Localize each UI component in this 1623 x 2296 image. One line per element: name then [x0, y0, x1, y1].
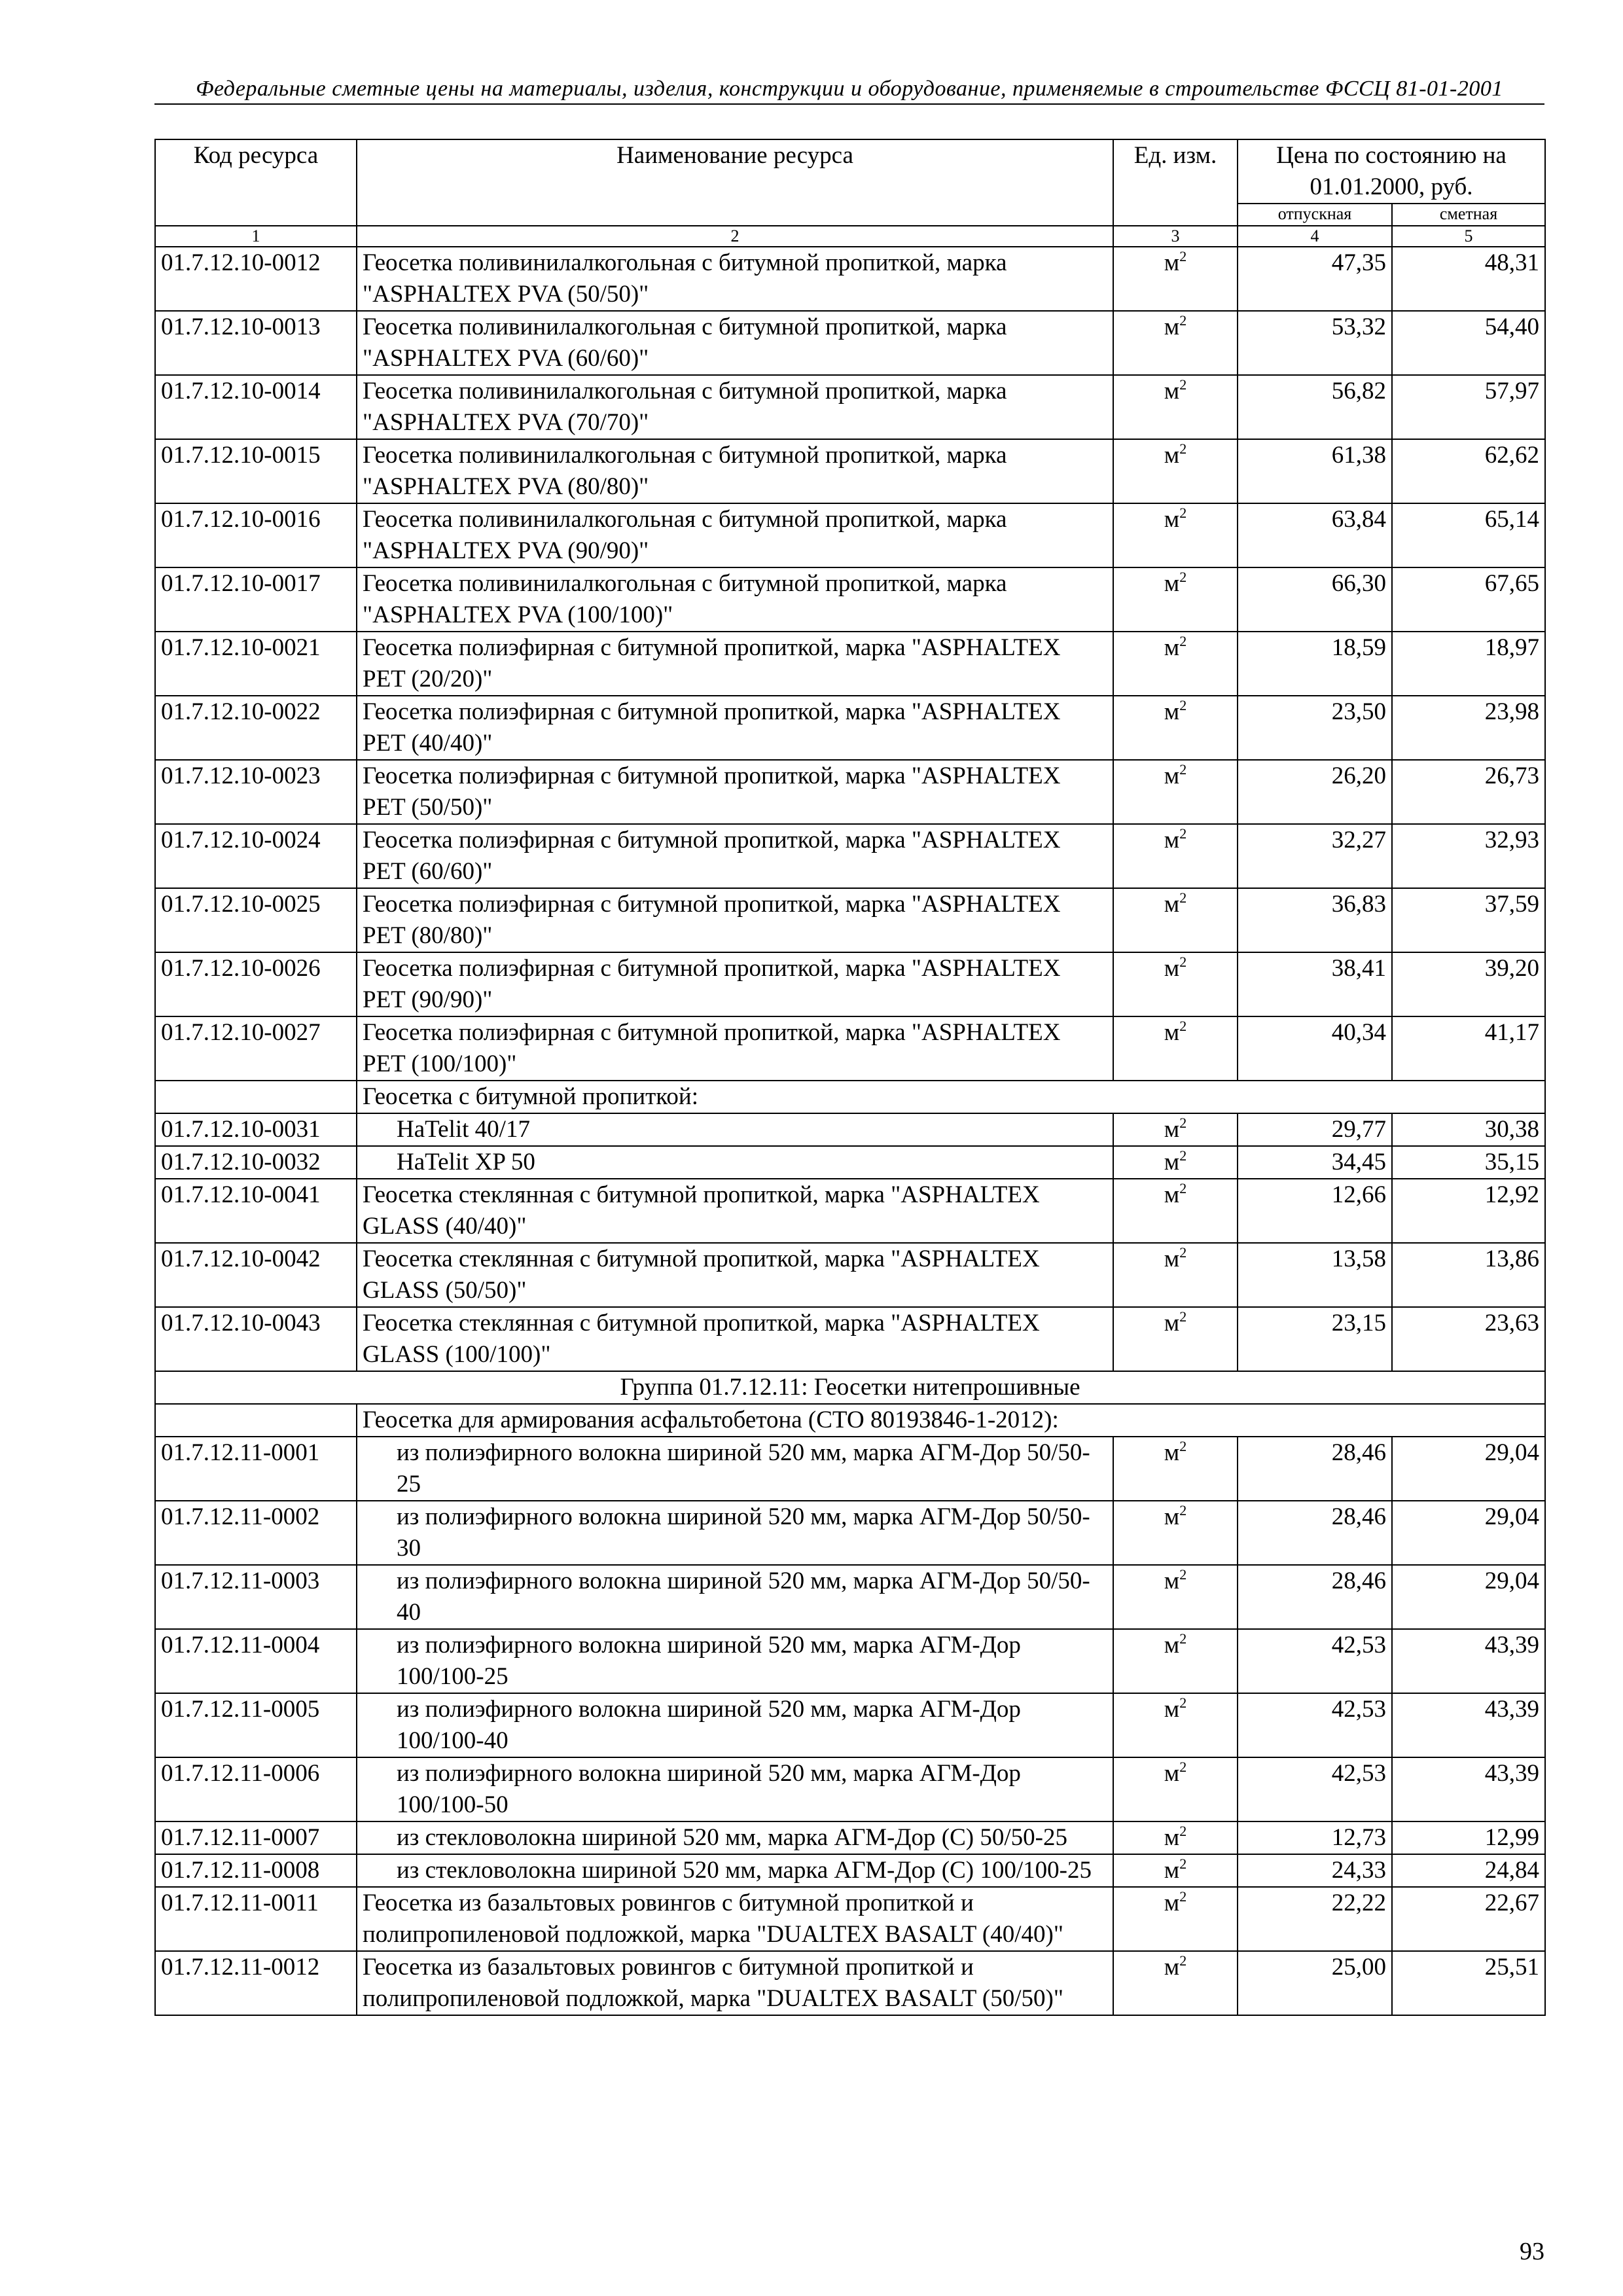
table-row: [155, 1565, 1545, 1629]
release-price: 26,20: [1238, 760, 1392, 824]
unit-base: м: [1164, 1760, 1180, 1787]
resource-code: 01.7.12.11-0005: [155, 1693, 357, 1757]
unit-exponent: 2: [1179, 1502, 1187, 1518]
resource-code: 01.7.12.10-0012: [155, 247, 357, 311]
table-row: [155, 1887, 1545, 1951]
resource-name-cell: [357, 632, 1113, 696]
table-row: [155, 1437, 1545, 1501]
unit-cell: [1113, 1113, 1238, 1146]
resource-name-cell: [357, 888, 1113, 952]
resource-code: 01.7.12.10-0017: [155, 567, 357, 632]
resource-code: 01.7.12.10-0014: [155, 375, 357, 439]
unit-base: м: [1164, 442, 1180, 469]
release-price: 47,35: [1238, 247, 1392, 311]
column-number: 4: [1238, 226, 1392, 247]
unit-exponent: 2: [1179, 1147, 1187, 1164]
unit-base: м: [1164, 1149, 1180, 1175]
resource-name-cell: [357, 1307, 1113, 1371]
unit-cell: [1113, 1693, 1238, 1757]
release-price: 28,46: [1238, 1437, 1392, 1501]
unit-base: м: [1164, 634, 1180, 661]
estimate-price: 23,63: [1392, 1307, 1545, 1371]
empty-cell: [155, 1404, 357, 1437]
unit-cell: [1113, 952, 1238, 1016]
resource-code: 01.7.12.10-0022: [155, 696, 357, 760]
resource-name: Геосетка из базальтовых ровингов с битумной пропиткой и полипропиленовой подложкой, марка "DUALTEX BASALT (40/40)": [363, 1890, 1063, 1948]
unit-cell: [1113, 1854, 1238, 1887]
subheading-text: Геосетка с битумной пропиткой:: [357, 1081, 1545, 1113]
unit-exponent: 2: [1179, 825, 1187, 842]
resource-name: Геосетка поливинилалкогольная с битумной пропиткой, марка "ASPHALTEX PVA (60/60)": [363, 314, 1007, 372]
header-price-group: Цена по состоянию на 01.01.2000, руб.: [1238, 139, 1545, 204]
estimate-price: 57,97: [1392, 375, 1545, 439]
table-row: [155, 375, 1545, 439]
resource-name: Геосетка полиэфирная с битумной пропиткой, марка "ASPHALTEX PET (20/20)": [363, 634, 1061, 692]
resource-name: из полиэфирного волокна шириной 520 мм, марка АГМ-Дор 100/100-50: [397, 1760, 1021, 1818]
release-price: 36,83: [1238, 888, 1392, 952]
group-heading-row: [155, 1371, 1545, 1404]
release-price: 61,38: [1238, 439, 1392, 503]
resource-code: 01.7.12.11-0011: [155, 1887, 357, 1951]
header-rule: [154, 103, 1544, 105]
table-row: [155, 1501, 1545, 1565]
resource-name-cell: [357, 1854, 1113, 1887]
estimate-price: 12,92: [1392, 1179, 1545, 1243]
resource-code: 01.7.12.11-0002: [155, 1501, 357, 1565]
resource-name: Геосетка полиэфирная с битумной пропиткой, марка "ASPHALTEX PET (100/100)": [363, 1019, 1061, 1077]
resource-code: 01.7.12.10-0043: [155, 1307, 357, 1371]
release-price: 29,77: [1238, 1113, 1392, 1146]
table-row: [155, 311, 1545, 375]
release-price: 42,53: [1238, 1629, 1392, 1693]
unit-exponent: 2: [1179, 633, 1187, 649]
table-row: [155, 1179, 1545, 1243]
release-price: 40,34: [1238, 1016, 1392, 1081]
unit-exponent: 2: [1179, 1695, 1187, 1711]
unit-exponent: 2: [1179, 1244, 1187, 1261]
unit-exponent: 2: [1179, 1018, 1187, 1034]
release-price: 53,32: [1238, 311, 1392, 375]
subheading-row: [155, 1081, 1545, 1113]
resource-code: 01.7.12.10-0027: [155, 1016, 357, 1081]
release-price: 28,46: [1238, 1501, 1392, 1565]
header-name: Наименование ресурса: [357, 139, 1113, 226]
release-price: 23,50: [1238, 696, 1392, 760]
unit-base: м: [1164, 378, 1180, 404]
unit-base: м: [1164, 1824, 1180, 1851]
estimate-price: 26,73: [1392, 760, 1545, 824]
resource-name: из полиэфирного волокна шириной 520 мм, марка АГМ-Дор 50/50-40: [397, 1568, 1090, 1626]
resource-name: из стекловолокна шириной 520 мм, марка АГМ-Дор (С) 100/100-25: [397, 1857, 1092, 1884]
unit-exponent: 2: [1179, 1180, 1187, 1196]
unit-base: м: [1164, 1632, 1180, 1659]
unit-exponent: 2: [1179, 1952, 1187, 1969]
unit-exponent: 2: [1179, 954, 1187, 970]
unit-base: м: [1164, 1116, 1180, 1143]
table-row: [155, 760, 1545, 824]
table-row: [155, 1629, 1545, 1693]
unit-base: м: [1164, 570, 1180, 597]
unit-base: м: [1164, 1696, 1180, 1723]
table-row: [155, 439, 1545, 503]
resource-code: 01.7.12.10-0032: [155, 1146, 357, 1179]
empty-cell: [155, 1081, 357, 1113]
resource-code: 01.7.12.11-0012: [155, 1951, 357, 2015]
table-row: [155, 952, 1545, 1016]
column-number: 1: [155, 226, 357, 247]
release-price: 63,84: [1238, 503, 1392, 567]
release-price: 12,73: [1238, 1821, 1392, 1854]
unit-exponent: 2: [1179, 1759, 1187, 1775]
resource-name: Геосетка полиэфирная с битумной пропиткой, марка "ASPHALTEX PET (90/90)": [363, 955, 1061, 1013]
unit-exponent: 2: [1179, 1630, 1187, 1647]
resource-code: 01.7.12.10-0016: [155, 503, 357, 567]
resource-name-cell: [357, 1016, 1113, 1081]
resource-name: из полиэфирного волокна шириной 520 мм, марка АГМ-Дор 100/100-40: [397, 1696, 1021, 1754]
resource-name-cell: [357, 824, 1113, 888]
release-price: 12,66: [1238, 1179, 1392, 1243]
unit-base: м: [1164, 827, 1180, 853]
resource-name: из полиэфирного волокна шириной 520 мм, марка АГМ-Дор 50/50-25: [397, 1439, 1090, 1498]
resource-code: 01.7.12.10-0025: [155, 888, 357, 952]
resource-code: 01.7.12.10-0015: [155, 439, 357, 503]
estimate-price: 30,38: [1392, 1113, 1545, 1146]
unit-base: м: [1164, 1439, 1180, 1466]
page-number: 93: [1520, 2238, 1544, 2265]
resource-code: 01.7.12.11-0008: [155, 1854, 357, 1887]
estimate-price: 18,97: [1392, 632, 1545, 696]
release-price: 24,33: [1238, 1854, 1392, 1887]
estimate-price: 35,15: [1392, 1146, 1545, 1179]
estimate-price: 48,31: [1392, 247, 1545, 311]
subheading-row: [155, 1404, 1545, 1437]
unit-exponent: 2: [1179, 505, 1187, 521]
unit-cell: [1113, 696, 1238, 760]
unit-exponent: 2: [1179, 697, 1187, 713]
release-price: 42,53: [1238, 1757, 1392, 1821]
column-number: 5: [1392, 226, 1545, 247]
unit-cell: [1113, 1629, 1238, 1693]
resource-code: 01.7.12.11-0001: [155, 1437, 357, 1501]
unit-base: м: [1164, 506, 1180, 533]
resource-name: Геосетка стеклянная с битумной пропиткой, марка "ASPHALTEX GLASS (40/40)": [363, 1181, 1040, 1240]
running-header: Федеральные сметные цены на материалы, изделия, конструкции и оборудование, применяемые в строительстве ФССЦ 81-01-2001: [196, 77, 1503, 101]
resource-code: 01.7.12.11-0006: [155, 1757, 357, 1821]
table-row: [155, 1757, 1545, 1821]
column-number: 3: [1113, 226, 1238, 247]
unit-exponent: 2: [1179, 1438, 1187, 1454]
unit-cell: [1113, 1565, 1238, 1629]
resource-name-cell: [357, 503, 1113, 567]
resource-name-cell: [357, 696, 1113, 760]
resource-name: Геосетка поливинилалкогольная с битумной пропиткой, марка "ASPHALTEX PVA (100/100)": [363, 570, 1007, 628]
estimate-price: 43,39: [1392, 1757, 1545, 1821]
table-row: [155, 1016, 1545, 1081]
unit-cell: [1113, 1179, 1238, 1243]
resource-name-cell: [357, 952, 1113, 1016]
resource-name-cell: [357, 1565, 1113, 1629]
unit-base: м: [1164, 1890, 1180, 1916]
resource-name: Геосетка полиэфирная с битумной пропиткой, марка "ASPHALTEX PET (80/80)": [363, 891, 1061, 949]
release-price: 13,58: [1238, 1243, 1392, 1307]
estimate-price: 65,14: [1392, 503, 1545, 567]
table-row: [155, 1243, 1545, 1307]
column-numbers-row: [155, 226, 1545, 247]
estimate-price: 67,65: [1392, 567, 1545, 632]
resource-name-cell: [357, 311, 1113, 375]
release-price: 42,53: [1238, 1693, 1392, 1757]
table-row: [155, 1693, 1545, 1757]
table-row: [155, 503, 1545, 567]
unit-cell: [1113, 760, 1238, 824]
estimate-price: 22,67: [1392, 1887, 1545, 1951]
unit-cell: [1113, 1951, 1238, 2015]
unit-cell: [1113, 1887, 1238, 1951]
resource-name-cell: [357, 1243, 1113, 1307]
resource-name: Геосетка поливинилалкогольная с битумной пропиткой, марка "ASPHALTEX PVA (90/90)": [363, 506, 1007, 564]
table-body: [155, 247, 1545, 2015]
resource-code: 01.7.12.10-0042: [155, 1243, 357, 1307]
resource-code: 01.7.12.10-0026: [155, 952, 357, 1016]
resource-name-cell: [357, 1113, 1113, 1146]
table-row: [155, 567, 1545, 632]
unit-exponent: 2: [1179, 376, 1187, 393]
table-row: [155, 888, 1545, 952]
resource-name: из полиэфирного волокна шириной 520 мм, марка АГМ-Дор 100/100-25: [397, 1632, 1021, 1690]
resource-name-cell: [357, 1629, 1113, 1693]
table-row: [155, 1821, 1545, 1854]
resource-code: 01.7.12.10-0013: [155, 311, 357, 375]
table-row: [155, 1307, 1545, 1371]
table-row: [155, 247, 1545, 311]
estimate-price: 62,62: [1392, 439, 1545, 503]
unit-cell: [1113, 567, 1238, 632]
unit-base: м: [1164, 1857, 1180, 1884]
estimate-price: 12,99: [1392, 1821, 1545, 1854]
unit-base: м: [1164, 698, 1180, 725]
estimate-price: 29,04: [1392, 1437, 1545, 1501]
unit-base: м: [1164, 1019, 1180, 1046]
header-code: Код ресурса: [155, 139, 357, 226]
resource-name-cell: [357, 375, 1113, 439]
unit-cell: [1113, 375, 1238, 439]
unit-base: м: [1164, 1181, 1180, 1208]
table-row: [155, 1113, 1545, 1146]
resource-name-cell: [357, 1821, 1113, 1854]
unit-base: м: [1164, 891, 1180, 918]
table-row: [155, 1146, 1545, 1179]
resource-name: Геосетка полиэфирная с битумной пропиткой, марка "ASPHALTEX PET (60/60)": [363, 827, 1061, 885]
resource-code: 01.7.12.11-0007: [155, 1821, 357, 1854]
resource-name: HaTelit XP 50: [397, 1149, 535, 1175]
estimate-price: 39,20: [1392, 952, 1545, 1016]
unit-exponent: 2: [1179, 569, 1187, 585]
resource-name-cell: [357, 439, 1113, 503]
resource-name: Геосетка стеклянная с битумной пропиткой, марка "ASPHALTEX GLASS (100/100)": [363, 1310, 1040, 1368]
unit-base: м: [1164, 1310, 1180, 1336]
unit-cell: [1113, 824, 1238, 888]
unit-exponent: 2: [1179, 248, 1187, 264]
table-row: [155, 824, 1545, 888]
release-price: 56,82: [1238, 375, 1392, 439]
release-price: 34,45: [1238, 1146, 1392, 1179]
resource-name-cell: [357, 247, 1113, 311]
unit-base: м: [1164, 1246, 1180, 1272]
estimate-price: 24,84: [1392, 1854, 1545, 1887]
unit-base: м: [1164, 249, 1180, 276]
resource-code: 01.7.12.11-0003: [155, 1565, 357, 1629]
unit-base: м: [1164, 955, 1180, 982]
price-table: [154, 139, 1546, 2016]
unit-cell: [1113, 439, 1238, 503]
unit-cell: [1113, 888, 1238, 952]
resource-code: 01.7.12.10-0041: [155, 1179, 357, 1243]
resource-name: из стекловолокна шириной 520 мм, марка АГМ-Дор (С) 50/50-25: [397, 1824, 1067, 1851]
estimate-price: 37,59: [1392, 888, 1545, 952]
resource-name-cell: [357, 1179, 1113, 1243]
unit-exponent: 2: [1179, 1566, 1187, 1583]
unit-cell: [1113, 1243, 1238, 1307]
header-estimate-price: сметная: [1392, 204, 1545, 226]
unit-cell: [1113, 311, 1238, 375]
resource-name-cell: [357, 1437, 1113, 1501]
unit-exponent: 2: [1179, 761, 1187, 778]
unit-base: м: [1164, 1954, 1180, 1981]
resource-name-cell: [357, 1887, 1113, 1951]
unit-exponent: 2: [1179, 1888, 1187, 1905]
resource-code: 01.7.12.11-0004: [155, 1629, 357, 1693]
group-heading: Группа 01.7.12.11: Геосетки нитепрошивные: [155, 1371, 1545, 1404]
resource-name: из полиэфирного волокна шириной 520 мм, марка АГМ-Дор 50/50-30: [397, 1503, 1090, 1562]
unit-cell: [1113, 1016, 1238, 1081]
release-price: 38,41: [1238, 952, 1392, 1016]
unit-cell: [1113, 1437, 1238, 1501]
resource-name-cell: [357, 1693, 1113, 1757]
estimate-price: 23,98: [1392, 696, 1545, 760]
unit-cell: [1113, 1501, 1238, 1565]
unit-cell: [1113, 247, 1238, 311]
estimate-price: 29,04: [1392, 1501, 1545, 1565]
estimate-price: 13,86: [1392, 1243, 1545, 1307]
unit-base: м: [1164, 1503, 1180, 1530]
resource-name: HaTelit 40/17: [397, 1116, 530, 1143]
unit-cell: [1113, 632, 1238, 696]
unit-cell: [1113, 1307, 1238, 1371]
resource-name: Геосетка полиэфирная с битумной пропиткой, марка "ASPHALTEX PET (40/40)": [363, 698, 1061, 757]
resource-name: Геосетка полиэфирная с битумной пропиткой, марка "ASPHALTEX PET (50/50)": [363, 762, 1061, 821]
resource-code: 01.7.12.10-0023: [155, 760, 357, 824]
estimate-price: 29,04: [1392, 1565, 1545, 1629]
unit-exponent: 2: [1179, 312, 1187, 329]
resource-name: Геосетка из базальтовых ровингов с битумной пропиткой и полипропиленовой подложкой, марка "DUALTEX BASALT (50/50)": [363, 1954, 1063, 2012]
unit-exponent: 2: [1179, 1823, 1187, 1839]
release-price: 23,15: [1238, 1307, 1392, 1371]
unit-exponent: 2: [1179, 1856, 1187, 1872]
release-price: 66,30: [1238, 567, 1392, 632]
table-row: [155, 1854, 1545, 1887]
unit-base: м: [1164, 1568, 1180, 1594]
unit-exponent: 2: [1179, 1308, 1187, 1325]
estimate-price: 32,93: [1392, 824, 1545, 888]
table-row: [155, 632, 1545, 696]
release-price: 28,46: [1238, 1565, 1392, 1629]
resource-code: 01.7.12.10-0024: [155, 824, 357, 888]
estimate-price: 43,39: [1392, 1629, 1545, 1693]
release-price: 32,27: [1238, 824, 1392, 888]
estimate-price: 25,51: [1392, 1951, 1545, 2015]
header-unit: Ед. изм.: [1113, 139, 1238, 226]
resource-name: Геосетка поливинилалкогольная с битумной пропиткой, марка "ASPHALTEX PVA (80/80)": [363, 442, 1007, 500]
unit-exponent: 2: [1179, 1115, 1187, 1131]
table-row: [155, 1951, 1545, 2015]
unit-cell: [1113, 503, 1238, 567]
resource-name-cell: [357, 760, 1113, 824]
unit-exponent: 2: [1179, 889, 1187, 906]
resource-name: Геосетка поливинилалкогольная с битумной пропиткой, марка "ASPHALTEX PVA (70/70)": [363, 378, 1007, 436]
subheading-text: Геосетка для армирования асфальтобетона (СТО 80193846-1-2012):: [357, 1404, 1545, 1437]
resource-name: Геосетка стеклянная с битумной пропиткой, марка "ASPHALTEX GLASS (50/50)": [363, 1246, 1040, 1304]
unit-exponent: 2: [1179, 440, 1187, 457]
unit-cell: [1113, 1146, 1238, 1179]
unit-cell: [1113, 1757, 1238, 1821]
estimate-price: 41,17: [1392, 1016, 1545, 1081]
release-price: 18,59: [1238, 632, 1392, 696]
unit-base: м: [1164, 762, 1180, 789]
resource-code: 01.7.12.10-0031: [155, 1113, 357, 1146]
unit-cell: [1113, 1821, 1238, 1854]
resource-name-cell: [357, 1757, 1113, 1821]
resource-name: Геосетка поливинилалкогольная с битумной пропиткой, марка "ASPHALTEX PVA (50/50)": [363, 249, 1007, 308]
estimate-price: 43,39: [1392, 1693, 1545, 1757]
estimate-price: 54,40: [1392, 311, 1545, 375]
resource-name-cell: [357, 1951, 1113, 2015]
resource-name-cell: [357, 567, 1113, 632]
release-price: 22,22: [1238, 1887, 1392, 1951]
column-number: 2: [357, 226, 1113, 247]
resource-name-cell: [357, 1501, 1113, 1565]
unit-base: м: [1164, 314, 1180, 340]
resource-code: 01.7.12.10-0021: [155, 632, 357, 696]
release-price: 25,00: [1238, 1951, 1392, 2015]
resource-name-cell: [357, 1146, 1113, 1179]
header-release-price: отпускная: [1238, 204, 1392, 226]
table-row: [155, 696, 1545, 760]
